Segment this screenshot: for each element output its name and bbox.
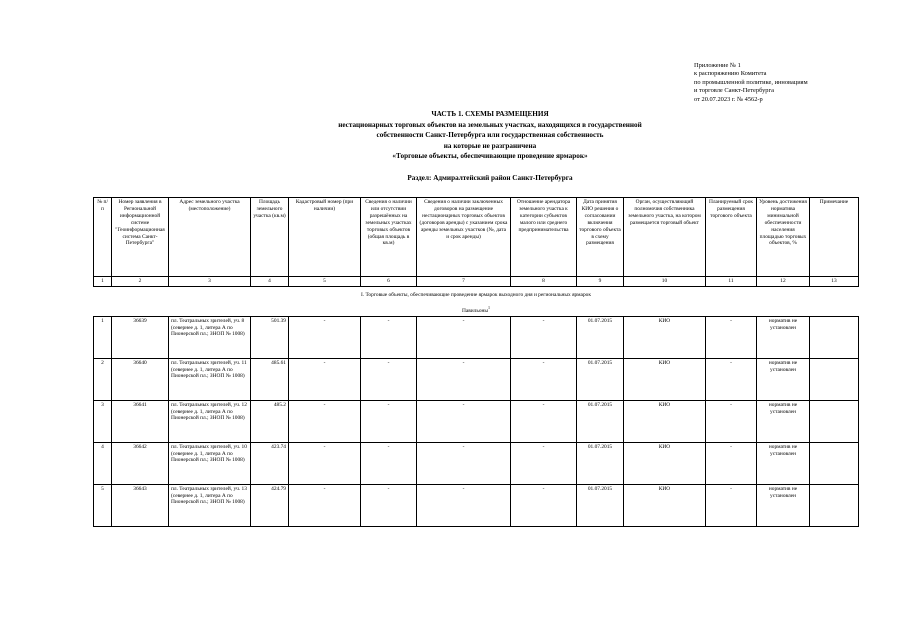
contract-cell: - [417, 358, 511, 400]
row-number: 4 [94, 442, 112, 484]
area-cell: 423.74 [251, 442, 289, 484]
approval-date-cell: 01.07.2015 [577, 484, 624, 526]
sme-cell: - [511, 400, 577, 442]
note-cell [810, 484, 859, 526]
document-title [270, 109, 710, 162]
area-cell: 501.39 [251, 316, 289, 358]
cadastral-cell: - [289, 484, 361, 526]
appendix-line: по промышленной политике, инновациям [694, 78, 808, 86]
column-number: 6 [361, 277, 417, 287]
approval-date-cell: 01.07.2015 [577, 442, 624, 484]
table-row [94, 484, 859, 526]
sme-cell: - [511, 484, 577, 526]
note-cell [810, 358, 859, 400]
row-number: 5 [94, 484, 112, 526]
application-number: 36643 [112, 484, 169, 526]
norm-cell: норматив не установлен [757, 358, 810, 400]
note-cell [810, 316, 859, 358]
title-line: нестационарных торговых объектов на земельных участках, находящихся в государственной [338, 120, 642, 129]
column-number-row [94, 277, 859, 287]
address-cell: пл. Театральных зрителей, уч. 11 (севернее д. 1, литера А по Пионерской пл.; ЗНОП № 1008) [169, 358, 251, 400]
address-cell: пл. Театральных зрителей, уч. 13 (севернее д. 1, литера А по Пионерской пл.; ЗНОП № 1008) [169, 484, 251, 526]
term-cell: - [706, 358, 757, 400]
term-cell: - [706, 400, 757, 442]
title-line: на которые не разграничена [443, 141, 537, 150]
appendix-line: и торговле Санкт-Петербурга [694, 87, 774, 95]
header-cell: Планируемый срок размещения торгового объекта [706, 198, 757, 277]
authority-cell: КИО [624, 442, 706, 484]
note-cell [810, 400, 859, 442]
appendix-line: Приложение № 1 [694, 62, 741, 69]
header-cell: Площадь земельного участка (кв.м) [251, 198, 289, 277]
application-number: 36639 [112, 316, 169, 358]
objects-info-cell: - [361, 442, 417, 484]
section-row [94, 287, 859, 317]
cadastral-cell: - [289, 400, 361, 442]
header-cell: Орган, осуществляющий полномочия собственника земельного участка, на котором размещается торговый объект [624, 198, 706, 277]
cadastral-cell: - [289, 316, 361, 358]
row-number: 3 [94, 400, 112, 442]
approval-date-cell: 01.07.2015 [577, 316, 624, 358]
column-number: 11 [706, 277, 757, 287]
column-number: 4 [251, 277, 289, 287]
section-title: I. Торговые объекты, обеспечивающие проведение ярмарок выходного дня и региональных ярмарок [361, 292, 591, 298]
column-number: 3 [169, 277, 251, 287]
norm-cell: норматив не установлен [757, 442, 810, 484]
appendix-line: от 20.07.2023 г. № 4562-р [694, 95, 763, 103]
header-row [94, 198, 859, 277]
norm-cell: норматив не установлен [757, 400, 810, 442]
address-cell: пл. Театральных зрителей, уч. 10 (севернее д. 1, литера А по Пионерской пл.; ЗНОП № 1008) [169, 442, 251, 484]
sme-cell: - [511, 358, 577, 400]
application-number: 36642 [112, 442, 169, 484]
header-cell: Уровень достижения норматива минимальной обеспеченности населения площадью торговых объектов, % [757, 198, 810, 277]
objects-info-cell: - [361, 400, 417, 442]
section-cell [94, 287, 859, 317]
header-cell: Примечание [810, 198, 859, 277]
contract-cell: - [417, 400, 511, 442]
authority-cell: КИО [624, 316, 706, 358]
column-number: 12 [757, 277, 810, 287]
column-number: 13 [810, 277, 859, 287]
column-number: 10 [624, 277, 706, 287]
column-number: 5 [289, 277, 361, 287]
header-cell: № п/п [94, 198, 112, 277]
appendix-note [694, 62, 808, 104]
address-cell: пл. Театральных зрителей, уч. 12 (севернее д. 1, литера А по Пионерской пл.; ЗНОП № 1008) [169, 400, 251, 442]
title-line: ЧАСТЬ 1. СХЕМЫ РАЗМЕЩЕНИЯ [431, 110, 549, 118]
norm-cell: норматив не установлен [757, 484, 810, 526]
sme-cell: - [511, 316, 577, 358]
authority-cell: КИО [624, 358, 706, 400]
footnote-mark: 1 [488, 304, 491, 310]
application-number: 36641 [112, 400, 169, 442]
row-number: 2 [94, 358, 112, 400]
term-cell: - [706, 484, 757, 526]
district-heading: Раздел: Адмиралтейский район Санкт-Петербурга [407, 174, 573, 182]
term-cell: - [706, 442, 757, 484]
approval-date-cell: 01.07.2015 [577, 400, 624, 442]
norm-cell: норматив не установлен [757, 316, 810, 358]
authority-cell: КИО [624, 484, 706, 526]
column-number: 1 [94, 277, 112, 287]
table-row [94, 442, 859, 484]
contract-cell: - [417, 442, 511, 484]
header-cell: Сведения о наличии заключенных договоров на размещение нестационарных торговых объектов (договоров аренды) с указанием срока аренды земельных участков (№, дата и срок аренды) [417, 198, 511, 277]
subsection-label: Павильоны [461, 307, 489, 314]
area-cell: 424.79 [251, 484, 289, 526]
subsection-title [96, 305, 857, 315]
area-cell: 485.61 [251, 358, 289, 400]
application-number: 36640 [112, 358, 169, 400]
contract-cell: - [417, 484, 511, 526]
table-row [94, 316, 859, 358]
column-number: 9 [577, 277, 624, 287]
placement-table [93, 197, 859, 527]
objects-info-cell: - [361, 358, 417, 400]
authority-cell: КИО [624, 400, 706, 442]
column-number: 7 [417, 277, 511, 287]
contract-cell: - [417, 316, 511, 358]
objects-info-cell: - [361, 316, 417, 358]
cadastral-cell: - [289, 358, 361, 400]
objects-info-cell: - [361, 484, 417, 526]
table-row [94, 400, 859, 442]
note-cell [810, 442, 859, 484]
header-cell: Адрес земельного участка (местоположение) [169, 198, 251, 277]
sme-cell: - [511, 442, 577, 484]
column-number: 8 [511, 277, 577, 287]
row-number: 1 [94, 316, 112, 358]
header-cell: Дата принятия КИО решения о согласовании включения торгового объекта в схему размещения [577, 198, 624, 277]
address-cell: пл. Театральных зрителей, уч. 8 (севернее д. 1, литера А по Пионерской пл.; ЗНОП № 1008) [169, 316, 251, 358]
column-number: 2 [112, 277, 169, 287]
cadastral-cell: - [289, 442, 361, 484]
title-line: «Торговые объекты, обеспечивающие проведение ярмарок» [392, 152, 588, 161]
table-row [94, 358, 859, 400]
header-cell: Сведения о наличии или отсутствии разрешённых на земельных участках торговых объектов (общая площадь в кв.м) [361, 198, 417, 277]
header-cell: Кадастровый номер (при наличии) [289, 198, 361, 277]
header-cell: Отношение арендатора земельного участка к категории субъектов малого или среднего предпринимательства [511, 198, 577, 277]
area-cell: 485.2 [251, 400, 289, 442]
title-line: собственности Санкт-Петербурга или государственная собственность [376, 131, 604, 140]
header-cell: Номер заявления в Региональной информационной системе "Геоинформационная система Санкт-Петербурга" [112, 198, 169, 277]
term-cell: - [706, 316, 757, 358]
appendix-line: к распоряжению Комитета [694, 70, 767, 78]
approval-date-cell: 01.07.2015 [577, 358, 624, 400]
